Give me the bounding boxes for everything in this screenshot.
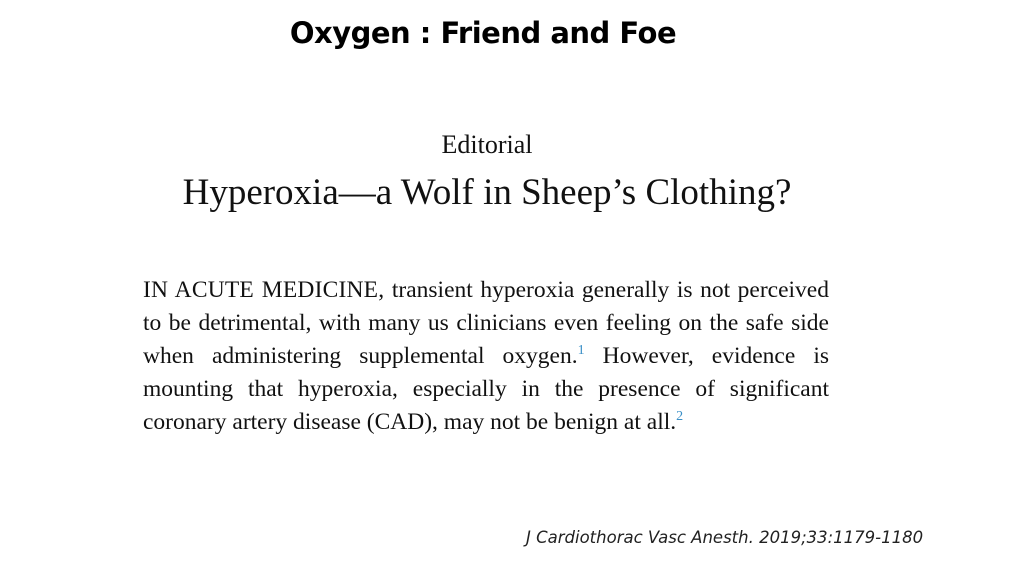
citation: J Cardiothorac Vasc Anesth. 2019;33:1179-1180	[526, 528, 924, 547]
slide-title: Oxygen : Friend and Foe	[289, 16, 677, 50]
body-text-part-1: transient hyperoxia generally is not perceived to be detrimental, with many us clinicians even feeling on the safe side when administering supplemental oxygen.	[143, 277, 829, 369]
reference-1-link[interactable]: 1	[577, 343, 585, 359]
article-body	[143, 274, 829, 439]
reference-2-link[interactable]: 2	[676, 409, 684, 425]
lead-caps: IN ACUTE MEDICINE,	[143, 277, 385, 303]
body-text-part-2: However, evidence is mounting that hyperoxia, especially in the presence of significant coronary artery disease (CAD), may not be benign at all.	[143, 343, 829, 435]
article-title: Hyperoxia—a Wolf in Sheep’s Clothing?	[182, 172, 792, 213]
section-label: Editorial	[441, 130, 533, 159]
article-excerpt	[0, 128, 974, 435]
